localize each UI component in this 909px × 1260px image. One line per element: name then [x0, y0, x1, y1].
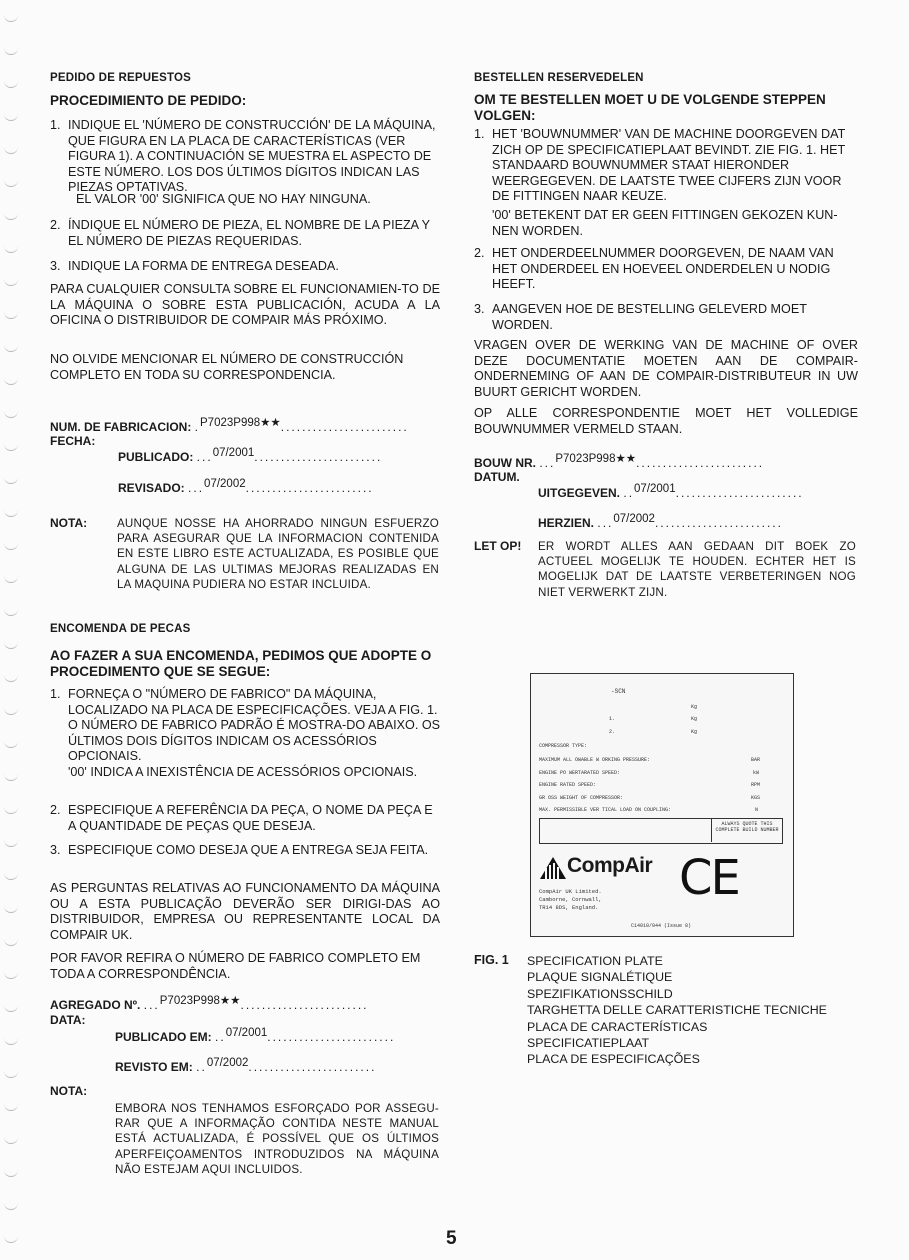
nl-list-item-1-note: '00' BETEKENT DAT ER GEEN FITTINGEN GEKOZEN KUN-NEN WORDEN.	[492, 208, 838, 238]
pt-published-field: PUBLICADO EM: ..07/2001........................	[115, 1027, 396, 1044]
pt-build-number-field: AGREGADO Nº. ...P7023P998★★........................	[50, 995, 369, 1012]
es-note-label: NOTA:	[50, 516, 88, 530]
binding-hole	[4, 1037, 18, 1045]
binding-hole	[4, 674, 18, 682]
plate-unit-kw: kW	[753, 770, 760, 776]
plate-unit-rpm: RPM	[751, 782, 761, 788]
es-date-label: FECHA:	[50, 434, 96, 448]
es-build-number-field: NUM. DE FABRICACION: .P7023P998★★........................	[50, 417, 409, 434]
binding-hole	[4, 971, 18, 979]
figure-caption-line: PLAQUE SIGNALÉTIQUE	[527, 970, 673, 985]
es-list-item-2: 2. ÍNDIQUE EL NÚMERO DE PIEZA, EL NOMBRE DE LA PIEZA Y EL NÚMERO DE PIEZAS REQUERIDAS.	[50, 218, 430, 248]
plate-brand: CompAir	[567, 854, 653, 877]
pt-date-label: DATA:	[50, 1013, 86, 1027]
binding-hole	[4, 839, 18, 847]
es-paragraph-reminder: NO OLVIDE MENCIONAR EL NÚMERO DE CONSTRUCCIÓN COMPLETO EN TODA SU CORRESPONDENCIA.	[50, 352, 404, 382]
plate-unit-bar: BAR	[751, 757, 761, 763]
plate-address-1: CompAir UK Limited.	[539, 888, 602, 895]
plate-address-3: TR14 8DS, England.	[539, 904, 599, 911]
plate-kg-2: Kg	[691, 716, 698, 722]
figure-caption-line: SPECIFICATIEPLAAT	[527, 1036, 650, 1051]
es-revised-field: REVISADO: ...07/2002........................	[118, 478, 374, 495]
pt-note-text: EMBORA NOS TENHAMOS ESFORÇADO POR ASSEGU-RAR QUE A INFORMAÇÃO CONTIDA NESTE MANUAL ESTÁ ACTUALIZADA, É POSSÍVEL QUE OS ÚLTIMOS APERFEIÇOAMENTOS INTRODUZIDOS NA MÁQUINA NÃO ESTEJAM AQUI INCLUIDOS.	[115, 1102, 439, 1176]
binding-hole	[4, 311, 18, 319]
binding-hole	[4, 872, 18, 880]
es-paragraph-consult: PARA CUALQUIER CONSULTA SOBRE EL FUNCIONAMIEN-TO DE LA MÁQUINA O SOBRE ESTA PUBLICACIÓN, ACUDA A LA OFICINA O DISTRIBUIDOR DE COMPAIR MÁS PRÓXIMO.	[50, 282, 440, 328]
binding-hole	[4, 443, 18, 451]
specification-plate-image	[530, 673, 794, 937]
nl-list-item-2: 2. HET ONDERDEELNUMMER DOORGEVEN, DE NAAM VAN HET ONDERDEEL EN HOEVEEL ONDERDELEN U NODIG HEEFT.	[474, 246, 834, 292]
binding-hole	[4, 1202, 18, 1210]
nl-paragraph-reminder: OP ALLE CORRESPONDENTIE MOET HET VOLLEDIGE BOUWNUMMER VERMELD STAAN.	[474, 406, 858, 436]
binding-hole	[4, 707, 18, 715]
pt-list-item-1-note: '00' INDICA A INEXISTÊNCIA DE ACESSÓRIOS OPCIONAIS.	[68, 765, 418, 779]
pt-list-item-2: 2. ESPECIFIQUE A REFERÊNCIA DA PEÇA, O NOME DA PEÇA E A QUANTIDADE DE PEÇAS QUE DESEJA.	[50, 803, 433, 833]
binding-hole	[4, 1169, 18, 1177]
binding-hole	[4, 542, 18, 550]
binding-hole	[4, 575, 18, 583]
binding-hole	[4, 773, 18, 781]
plate-max-pressure: MAXIMUM ALL OWABLE W ORKING PRESSURE:	[539, 757, 651, 763]
binding-hole	[4, 806, 18, 814]
es-list-item-1: 1. INDIQUE EL 'NÚMERO DE CONSTRUCCIÓN' DE LA MÁQUINA, QUE FIGURA EN LA PLACA DE CARACTERÍSTICAS (VER FIGURA 1). A CONTINUACIÓN SE MUESTRA EL ASPECTO DE ESTE NÚMERO. LOS DOS ÚLTIMOS DÍGITOS INDICAN LAS PIEZAS OPTATIVAS.	[50, 118, 436, 195]
binding-hole	[4, 1103, 18, 1111]
plate-compressor-type: COMPRESSOR TYPE:	[539, 743, 588, 749]
figure-caption-line: PLACA DE CARACTERÍSTICAS	[527, 1019, 708, 1034]
plate-kg-3: Kg	[691, 729, 698, 735]
figure-captions	[527, 953, 827, 1068]
binding-hole	[4, 1136, 18, 1144]
binding-hole	[4, 740, 18, 748]
binding-hole	[4, 344, 18, 352]
plate-address-2: Camborne, Cornwall,	[539, 896, 602, 903]
plate-title: -SCN	[611, 688, 626, 695]
binding-hole	[4, 1004, 18, 1012]
pt-paragraph-reminder: POR FAVOR REFIRA O NÚMERO DE FABRICO COMPLETO EM TODA A CORRESPONDÊNCIA.	[50, 951, 421, 981]
pt-list-item-3: 3. ESPECIFIQUE COMO DESEJA QUE A ENTREGA SEJA FEITA.	[50, 843, 429, 857]
plate-max-load: MAX. PERMISSIBLE VER TICAL LOAD ON COUPLING:	[539, 807, 672, 813]
figure-label: FIG. 1	[474, 953, 509, 967]
pt-section-caption: ENCOMENDA DE PECAS	[50, 623, 191, 635]
binding-hole	[4, 80, 18, 88]
binding-hole	[4, 641, 18, 649]
binding-hole	[4, 476, 18, 484]
binding-hole	[4, 1235, 18, 1243]
pt-list-item-1: 1. FORNEÇA O "NÚMERO DE FABRICO" DA MÁQUINA, LOCALIZADO NA PLACA DE ESPECIFICAÇÕES. VEJA A FIG. 1. O NÚMERO DE FABRICO PADRÃO É MOSTRA-DO ABAIXO. OS ÚLTIMOS DOIS DÍGITOS INDICAM OS ACESSÓRIOS OPCIONAIS.	[50, 687, 441, 764]
binding-hole	[4, 278, 18, 286]
nl-note-label: LET OP!	[474, 539, 522, 553]
es-note-text: AUNQUE NOSSE HA AHORRADO NINGUN ESFUERZO PARA ASEGURAR QUE LA INFORMACION CONTENIDA EN ESTE LIBRO ESTE ACTUALIZADA, ES POSIBLE QUE ALGUNA DE LAS ULTIMAS MEJORAS REALIZADAS EN LA MAQUINA PUDIERA NO ESTAR INCLUIDA.	[117, 517, 439, 591]
binding-hole	[4, 905, 18, 913]
figure-caption-line: SPECIFICATION PLATE	[527, 954, 663, 968]
page-number: 5	[446, 1228, 457, 1249]
es-section-heading: PROCEDIMIENTO DE PEDIDO:	[50, 93, 247, 108]
pt-revised-field: REVISTO EM: ..07/2002........................	[115, 1057, 377, 1074]
ce-mark: CE	[679, 850, 739, 906]
es-list-item-3: 3. INDIQUE LA FORMA DE ENTREGA DESEADA.	[50, 259, 339, 273]
binding-hole	[4, 179, 18, 187]
plate-gross-weight: GR OSS WEIGHT OF COMPRESSOR:	[539, 795, 624, 801]
nl-section-caption: BESTELLEN RESERVEDELEN	[474, 72, 644, 84]
binding-hole	[4, 146, 18, 154]
spiral-binding	[2, 0, 20, 1260]
figure-caption-line: PLACA DE ESPECIFICAÇÕES	[527, 1052, 700, 1067]
pt-note-label: NOTA:	[50, 1084, 88, 1098]
nl-list-item-3: 3. AANGEVEN HOE DE BESTELLING GELEVERD MOET WORDEN.	[474, 302, 807, 332]
nl-build-number-field: BOUW NR. ...P7023P998★★........................	[474, 453, 765, 470]
nl-date-label: DATUM.	[474, 470, 520, 484]
plate-kg-1: Kg	[691, 704, 698, 710]
plate-unit-kgs: KGS	[751, 795, 761, 801]
plate-unit-n: N	[755, 807, 759, 813]
pt-paragraph-questions: AS PERGUNTAS RELATIVAS AO FUNCIONAMENTO DA MÁQUINA OU A ESTA PUBLICAÇÃO DEVERÃO SER DIRIGI-DAS AO DISTRIBUIDOR, EMPRESA OU REPRESENTANTE LOCAL DA COMPAIR UK.	[50, 881, 440, 942]
compair-logo-icon	[539, 856, 567, 880]
binding-hole	[4, 113, 18, 121]
nl-list-item-1: 1. HET 'BOUWNUMMER' VAN DE MACHINE DOORGEVEN DAT ZICH OP DE SPECIFICATIEPLAAT BEVINDT. ZIE FIG. 1. HET STANDAARD BOUWNUMMER STAAT HIERONDER WEERGEGEVEN. DE LAATSTE TWEE CIJFERS ZIJN VOOR DE FITTINGEN NAAR KEUZE.	[474, 127, 846, 204]
plate-issue: C14010/044 (Issue 8)	[631, 923, 692, 929]
figure-caption-line: TARGHETTA DELLE CARATTERISTICHE TECNICHE	[527, 1003, 827, 1018]
binding-hole	[4, 410, 18, 418]
plate-engine-power: ENGINE PO WERTARATED SPEED:	[539, 770, 621, 776]
binding-hole	[4, 14, 18, 22]
binding-hole	[4, 608, 18, 616]
binding-hole	[4, 47, 18, 55]
nl-revised-field: HERZIEN. ...07/2002........................	[538, 513, 783, 530]
plate-row-2: 2.	[609, 729, 616, 735]
nl-paragraph-questions: VRAGEN OVER DE WERKING VAN DE MACHINE OF OVER DEZE DOCUMENTATIE MOETEN AAN DE COMPAIR-ONDERNEMING OF AAN DE COMPAIR-DISTRIBUTEUR IN UW BUURT GERICHT WORDEN.	[474, 338, 858, 399]
nl-note-text: ER WORDT ALLES AAN GEDAAN DIT BOEK ZO ACTUEEL MOGELIJK TE HOUDEN. ECHTER HET IS MOGELIJK DAT DE LAATSTE VERBETERINGEN NOG NIET VERWERKT ZIJN.	[538, 540, 856, 599]
figure-caption-line: SPEZIFIKATIONSSCHILD	[527, 986, 673, 1001]
es-published-field: PUBLICADO: ...07/2001........................	[118, 447, 383, 464]
binding-hole	[4, 938, 18, 946]
plate-always-quote: ALWAYS QUOTE THIS COMPLETE BUILD NUMBER	[715, 821, 779, 833]
es-list-item-1-note: EL VALOR '00' SIGNIFICA QUE NO HAY NINGUNA.	[76, 192, 371, 206]
binding-hole	[4, 212, 18, 220]
binding-hole	[4, 1070, 18, 1078]
binding-hole	[4, 509, 18, 517]
plate-row-1: 1.	[609, 716, 616, 722]
binding-hole	[4, 245, 18, 253]
nl-section-heading: OM TE BESTELLEN MOET U DE VOLGENDE STEPPEN VOLGEN:	[474, 92, 826, 123]
plate-engine-speed: ENGINE RATED SPEED:	[539, 782, 597, 788]
pt-section-heading: AO FAZER A SUA ENCOMENDA, PEDIMOS QUE ADOPTE O PROCEDIMENTO QUE SE SEGUE:	[50, 648, 432, 679]
nl-issued-field: UITGEGEVEN. ..07/2001........................	[538, 483, 804, 500]
binding-hole	[4, 377, 18, 385]
es-section-caption: PEDIDO DE REPUESTOS	[50, 72, 191, 84]
